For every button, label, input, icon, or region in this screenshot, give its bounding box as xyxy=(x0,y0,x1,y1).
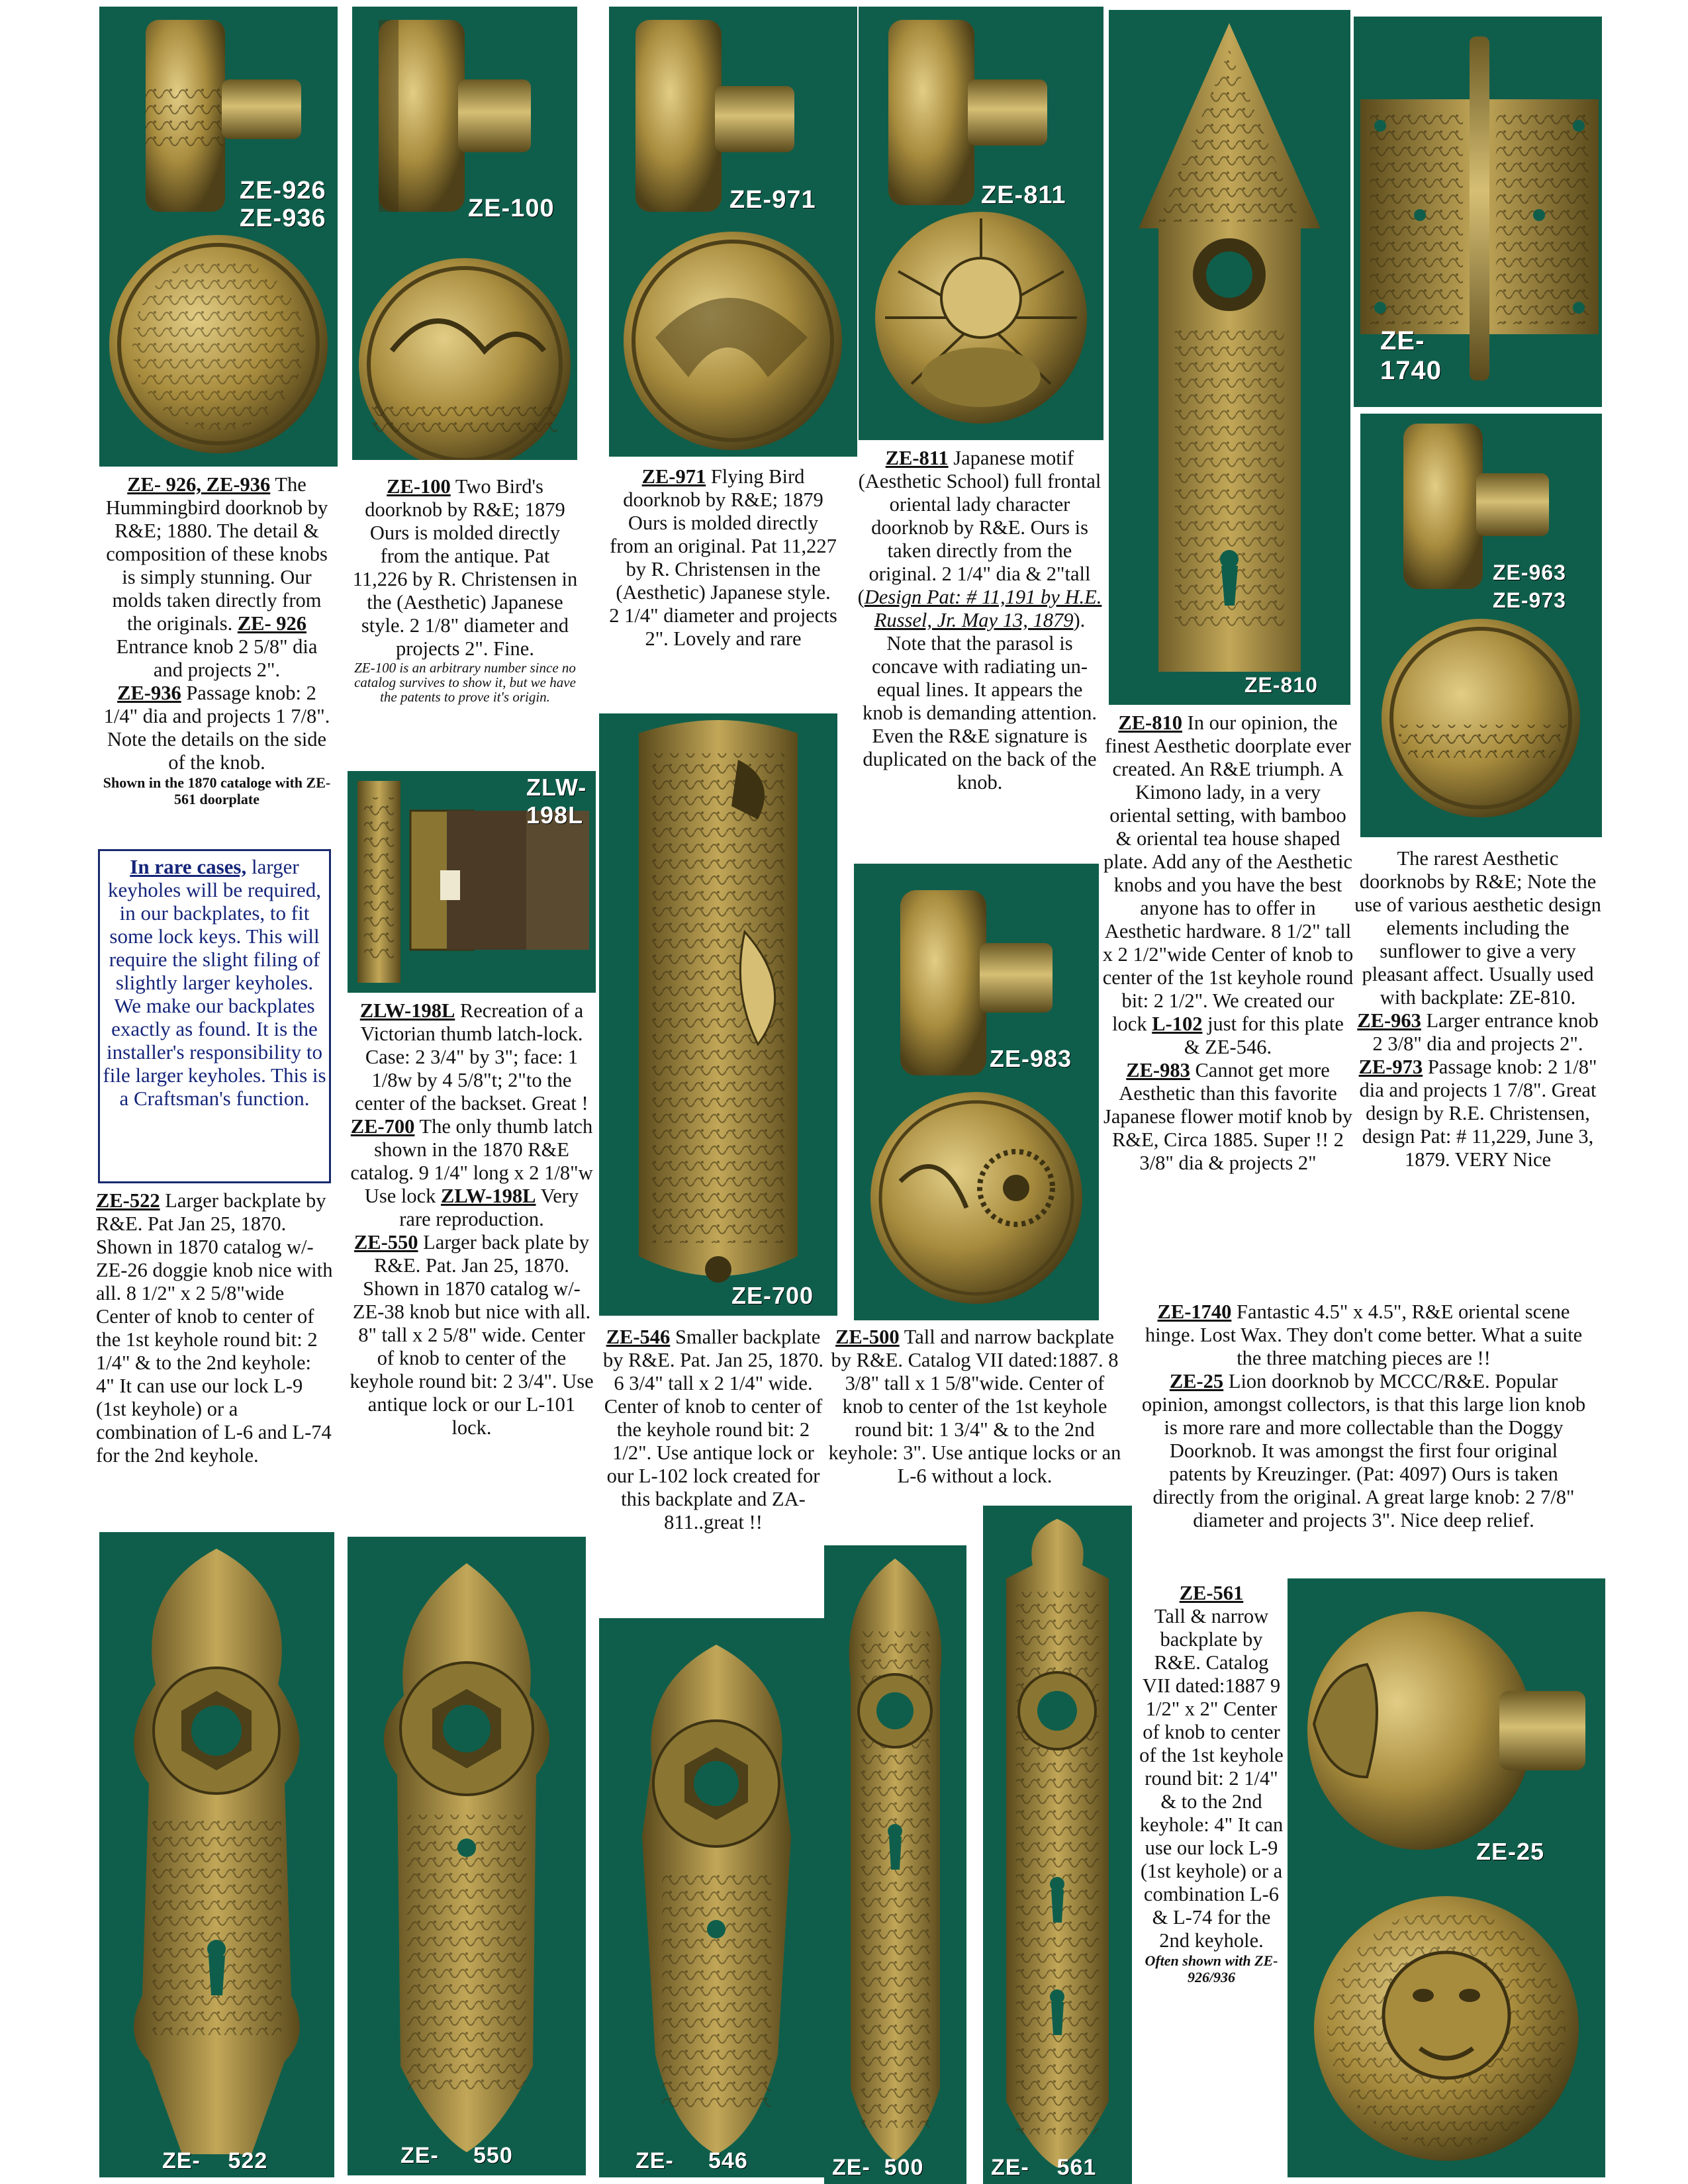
description-text: Flying Bird doorknob by R&E; 1879 Ours is molded directly from an original. Pat 11,227 by R. Christensen in the (Aesthetic) Japanese style. 2 1/4" diameter and projects 2". Lovely and rare xyxy=(609,465,837,650)
keyhole-notice xyxy=(98,849,331,1183)
product-code: ZE-973 xyxy=(1358,1056,1423,1078)
doorknob-image xyxy=(99,7,338,467)
description-zlw198l xyxy=(348,999,596,1439)
thumb-latch-backplate-image xyxy=(599,713,837,1316)
catalog-note: Shown in the 1870 cataloge with ZE-561 doorplate xyxy=(103,774,331,807)
description-ze500 xyxy=(824,1326,1125,1488)
photo-ze810 xyxy=(1109,10,1350,705)
photo-ze811 xyxy=(859,7,1103,440)
numbering-note: ZE-100 is an arbitrary number since no catalog survives to show it, but we have the patents to prove it's origin. xyxy=(354,660,576,705)
backplate-image xyxy=(599,1618,834,2177)
description-text: Larger entrance knob 2 3/8" dia and projects 2". xyxy=(1372,1009,1599,1055)
photo-ze561 xyxy=(983,1506,1132,2184)
panel-label: ZE-25 xyxy=(1476,1838,1545,1865)
description-text: Smaller backplate by R&E. Pat. Jan 25, 1870. 6 3/4" tall x 2 1/4" wide. Center of knob to center of the keyhole round bit: 2 1/2". Use antique lock or our L-102 lock created for this backplate and ZA-811..great !! xyxy=(603,1326,823,1533)
doorknob-image xyxy=(1360,414,1602,837)
lion-doorknob-image xyxy=(1288,1578,1605,2177)
product-code: ZE-561 xyxy=(1179,1582,1244,1604)
description-ze1740 xyxy=(1139,1300,1589,1532)
doorknob-image xyxy=(609,7,857,457)
description-ze963 xyxy=(1354,847,1602,1171)
description-ze546 xyxy=(599,1326,827,1534)
description-text: Very rare reproduction. xyxy=(399,1185,579,1230)
doorknob-image xyxy=(352,7,577,460)
product-code: ZE-546 xyxy=(606,1326,671,1348)
description-text: Tall and narrow backplate by R&E. Catalog VII dated:1887. 8 3/8" tall x 1 5/8"wide. Center of knob to center of the 1st keyhole round bit: 1 3/4" & to the 2nd keyhole: 3". Use antique locks or an L-6 without a lock. xyxy=(828,1326,1121,1487)
product-code: ZE-500 xyxy=(835,1326,900,1348)
panel-label: ZE-926 xyxy=(240,177,326,205)
panel-label: ZE- 500 xyxy=(832,2155,924,2180)
description-ze811 xyxy=(857,447,1102,794)
description-ze926 xyxy=(99,473,334,807)
panel-label: ZE-971 xyxy=(729,186,816,214)
description-ze100 xyxy=(351,475,579,704)
description-text: Passage knob: 2 1/8" dia and projects 1 7/8". Great design by R.E. Christensen, design Pat: # 11,229, June 3, 1879. VERY Nice xyxy=(1359,1056,1597,1171)
description-ze810 xyxy=(1102,711,1354,1175)
photo-ze983 xyxy=(854,864,1099,1320)
product-code: ZE-810 xyxy=(1118,711,1182,734)
product-code: ZE-983 xyxy=(1126,1059,1190,1081)
product-code: ZE-936 xyxy=(117,682,181,704)
backplate-image xyxy=(983,1506,1132,2184)
photo-zlw198l xyxy=(348,771,596,993)
description-ze561 xyxy=(1139,1582,1284,1985)
description-text: ). Note that the parasol is concave with radiating un-equal lines. It appears the knob is demanding attention. Even the R&E signature is duplicated on the back of the knob. xyxy=(862,609,1098,794)
panel-label: ZE- 561 xyxy=(991,2155,1097,2180)
backplate-image xyxy=(99,1532,334,2177)
panel-label: ZE-973 xyxy=(1493,588,1566,612)
description-text: Tall & narrow backplate by R&E. Catalog VII dated:1887 9 1/2" x 2" Center of knob to center of the 1st keyhole round bit: 2 1/4" & to the 2nd keyhole: 4" It can use our lock L-9 (1st keyhole) or a combination L-6 & L-74 for the 2nd keyhole. xyxy=(1139,1605,1284,1952)
photo-ze500 xyxy=(824,1545,966,2184)
notice-text: larger keyholes will be required, in our backplates, to fit some lock keys. This will require the slight filing of slightly larger keyholes. We make our backplates exactly as found. It is the installer's responsibility to file larger keyholes. This is a Craftsman's function. xyxy=(103,855,326,1110)
description-text: Larger back plate by R&E. Pat. Jan 25, 1870. Shown in 1870 catalog w/-ZE-38 knob but nice with all. 8" tall x 2 5/8" wide. Center of knob to center of the keyhole round bit: 2 3/4". Use antique lock or our L-101 lock. xyxy=(350,1231,594,1439)
product-code: ZE- 926 xyxy=(237,612,307,635)
description-text: Larger backplate by R&E. Pat Jan 25, 1870. Shown in 1870 catalog w/-ZE-26 doggie knob nice with all. 8 1/2" x 2 5/8"wide Center of knob to center of the 1st keyhole round bit: 2 1/4" & to the 2nd keyhole: 4" It can use our lock L-9 (1st keyhole) or a combination of L-6 and L-74 for the 2nd keyhole. xyxy=(96,1189,333,1467)
product-code: ZE- 926, ZE-936 xyxy=(127,473,271,496)
product-code: ZLW-198L xyxy=(359,999,455,1022)
panel-label: ZE-810 xyxy=(1244,673,1318,697)
photo-ze522 xyxy=(99,1532,334,2177)
description-text: The only thumb latch shown in the 1870 R&E catalog. 9 1/4" long x 2 1/8"w Use lock xyxy=(350,1115,593,1207)
description-text: Lion doorknob by MCCC/R&E. Popular opinion, amongst collectors, is that this large lion knob is more rare and more collectable than the Doggy Doorknob. It was amongst the first four original patents by Kreuzinger. (Pat: 4097) Ours is taken directly from the original. A great large knob: 2 7/8" diameter and projects 3". Nice deep relief. xyxy=(1141,1370,1586,1531)
description-text: Fantastic 4.5" x 4.5", R&E oriental scene hinge. Lost Wax. They don't come better. What a suite the three matching pieces are !! xyxy=(1145,1300,1583,1369)
design-patent: Design Pat: # 11,191 by H.E. Russel, Jr. May 13, 1879 xyxy=(864,586,1102,631)
product-code: ZE-700 xyxy=(350,1115,415,1138)
doorknob-image xyxy=(854,864,1099,1320)
photo-ze926-ze936 xyxy=(99,7,338,467)
panel-label: ZE-100 xyxy=(468,195,555,222)
panel-label: ZE- 546 xyxy=(635,2148,748,2173)
product-code: ZE-811 xyxy=(885,447,949,469)
description-ze971 xyxy=(609,465,837,651)
panel-label: 1740 xyxy=(1380,356,1442,385)
product-code: ZE-522 xyxy=(96,1189,160,1212)
description-text: Recreation of a Victorian thumb latch-lock. Case: 2 3/4" by 3"; face: 1 1/8w by 4 5/8"t; 2"to the center of the backset. Great ! xyxy=(355,999,588,1115)
backplate-image xyxy=(824,1545,966,2184)
description-text: The Hummingbird doorknob by R&E; 1880. The detail & composition of these knobs is simply stunning. Our molds taken directly from the originals. xyxy=(105,473,328,635)
panel-label: ZE- xyxy=(1380,326,1425,355)
panel-label: 198L xyxy=(526,801,584,829)
photo-ze546 xyxy=(599,1618,834,2177)
panel-label: ZE- 522 xyxy=(162,2148,268,2173)
description-text: just for this plate & ZE-546. xyxy=(1184,1013,1344,1058)
description-text: The rarest Aesthetic doorknobs by R&E; Note the use of various aesthetic design elements including the sunflower to give a very pleasant affect. Usually used with backplate: ZE-810. xyxy=(1354,847,1601,1009)
panel-label: ZLW- xyxy=(526,774,587,801)
description-ze522 xyxy=(96,1189,334,1467)
photo-ze550 xyxy=(348,1537,586,2175)
photo-ze1740 xyxy=(1354,17,1602,407)
product-code: ZE-25 xyxy=(1169,1370,1224,1392)
panel-label: ZE- 550 xyxy=(400,2143,513,2168)
photo-ze971 xyxy=(609,7,857,457)
product-code: ZE-963 xyxy=(1357,1009,1421,1032)
photo-ze100 xyxy=(352,7,577,460)
panel-label: ZE-983 xyxy=(990,1045,1072,1072)
description-text: Japanese motif (Aesthetic School) full frontal oriental lady character doorknob by R&E. Ours is taken directly from the original. 2 1/4" dia & 2"tall ( xyxy=(857,447,1102,608)
photo-ze700 xyxy=(599,713,837,1316)
catalog-note: Often shown with ZE-926/936 xyxy=(1145,1952,1278,1985)
description-text: In our opinion, the finest Aesthetic doorplate ever created. An R&E triumph. A Kimono lady, in a very oriental setting, with bamboo & oriental tea house shaped plate. Add any of the Aesthetic knobs and you have the best anyone has to offer in Aesthetic hardware. 8 1/2" tall x 2 1/2"wide Center of knob to center of the 1st keyhole round bit: 2 1/2". We created our lock xyxy=(1102,711,1354,1035)
product-code: L-102 xyxy=(1152,1013,1203,1035)
doorknob-image xyxy=(859,7,1103,440)
description-text: Two Bird's doorknob by R&E; 1879 Ours is molded directly from the antique. Pat 11,226 by R. Christensen in the (Aesthetic) Japanese style. 2 1/8" diameter and projects 2". Fine. xyxy=(352,475,578,660)
description-text: Entrance knob 2 5/8" dia and projects 2". xyxy=(116,635,318,681)
panel-label: ZE-811 xyxy=(981,181,1066,209)
product-code: ZE-550 xyxy=(353,1231,418,1253)
backplate-image xyxy=(1109,10,1350,705)
panel-label: ZE-700 xyxy=(731,1282,814,1309)
product-code: ZE-100 xyxy=(387,475,451,498)
photo-ze25 xyxy=(1288,1578,1605,2177)
notice-lead: In rare cases, xyxy=(130,855,247,878)
product-code: ZLW-198L xyxy=(441,1185,536,1207)
description-text: Passage knob: 2 1/4" dia and projects 1 7/8". Note the details on the side of the knob. xyxy=(103,682,330,774)
description-text: Cannot get more Aesthetic than this favorite Japanese flower motif knob by R&E, Circa 1885. Super !! 2 3/8" dia & projects 2" xyxy=(1103,1059,1353,1174)
product-code: ZE-971 xyxy=(641,465,706,488)
product-code: ZE-1740 xyxy=(1157,1300,1232,1323)
panel-label: ZE-936 xyxy=(240,205,326,232)
panel-label: ZE-963 xyxy=(1493,561,1566,584)
backplate-image xyxy=(348,1537,586,2175)
photo-ze963-ze973 xyxy=(1360,414,1602,837)
